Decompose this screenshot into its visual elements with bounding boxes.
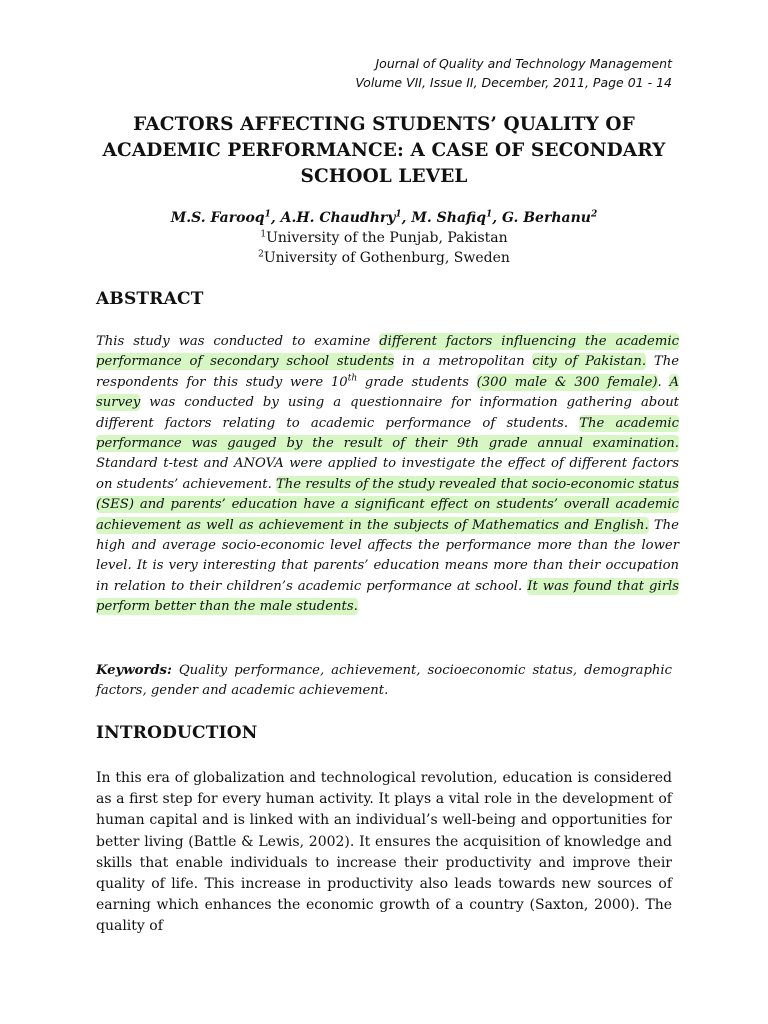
highlighted-text: different factors influencing the academic performance of secondary school students [96,334,679,370]
highlighted-text: The results of the study revealed that socio-economic status (SES) and parents’ education have a significant effect on students’ overall academic achievement as well as achievement in the subjects of Mathematics and English. [96,476,679,533]
affiliation-1 [96,228,672,248]
introduction-heading: INTRODUCTION [96,723,258,743]
journal-issue: Volume VII, Issue II, December, 2011, Page 01 - 14 [355,75,672,90]
author-separator: , [492,210,502,226]
abstract-text: Standard t-test and ANOVA were applied to investigate the effect of different factors on students’ achievement. [96,456,679,492]
affiliation-2-marker: 2 [258,249,264,260]
author-2: A.H. Chaudhry [280,210,396,226]
keywords [96,661,672,701]
title-line-3: SCHOOL LEVEL [300,166,468,187]
keywords-label: Keywords: [96,663,172,678]
journal-header [172,54,672,92]
abstract-text: grade students [357,374,477,390]
author-1: M.S. Farooq [170,210,265,226]
affiliations [96,228,672,268]
affiliation-1-text: University of the Punjab, Pakistan [266,230,508,246]
title-line-1: FACTORS AFFECTING STUDENTS’ QUALITY OF [133,114,635,135]
highlighted-text: A survey [96,374,680,411]
author-3-affil: 1 [485,209,493,220]
affiliation-2 [96,248,672,268]
abstract-text: The high and average socio-economic level affects the performance more than the lower level. It is very interesting that parents’ education means more than their occupation in relation to their children’s academic performance at school. [96,517,679,594]
title-line-2: ACADEMIC PERFORMANCE: A CASE OF SECONDARY [102,140,666,161]
paper-title [90,112,678,190]
abstract-body [96,332,679,618]
abstract-text: . [657,374,670,390]
author-1-affil: 1 [264,209,271,220]
abstract-text: This study was conducted to examine [96,334,380,349]
affiliation-2-text: University of Gothenburg, Sweden [263,250,510,266]
author-4-affil: 2 [590,209,598,220]
author-3: M. Shafiq [411,210,486,226]
author-list [96,208,672,228]
abstract-heading: ABSTRACT [96,289,204,309]
abstract-text: in a metropolitan [394,354,533,370]
abstract-text: The respondents for this study were 10 [96,354,679,390]
author-separator: , [401,210,412,226]
journal-name: Journal of Quality and Technology Management [375,56,672,71]
abstract-text: was conducted by using a questionnaire for information gathering about different factors relating to academic performance of students. [96,395,679,431]
keywords-text: Quality performance, achievement, socioeconomic status, demographic factors, gender and academic achievement. [96,663,672,698]
highlighted-text: It was found that girls perform better than the male students. [96,578,679,615]
highlighted-text: city of Pakistan. [532,354,647,370]
author-2-affil: 1 [395,209,402,220]
highlighted-text: (300 male & 300 female) [476,374,658,390]
author-separator: , [270,210,281,226]
highlighted-text: The academic performance was gauged by the result of their 9th grade annual examination. [96,415,679,452]
ordinal-suffix: th [347,373,358,384]
affiliation-1-marker: 1 [260,229,267,240]
introduction-body: In this era of globalization and technological revolution, education is considered as a first step for every human activity. It plays a vital role in the development of human capital and is linked with an individual’s well-being and opportunities for better living (Battle & Lewis, 2002). It ensures the acquisition of knowledge and skills that enable individuals to increase their productivity and improve their quality of life. This increase in productivity also leads towards new sources of earning which enhances the economic growth of a country (Saxton, 2000). The quality of [96,770,672,935]
author-4: G. Berhanu [502,210,591,226]
